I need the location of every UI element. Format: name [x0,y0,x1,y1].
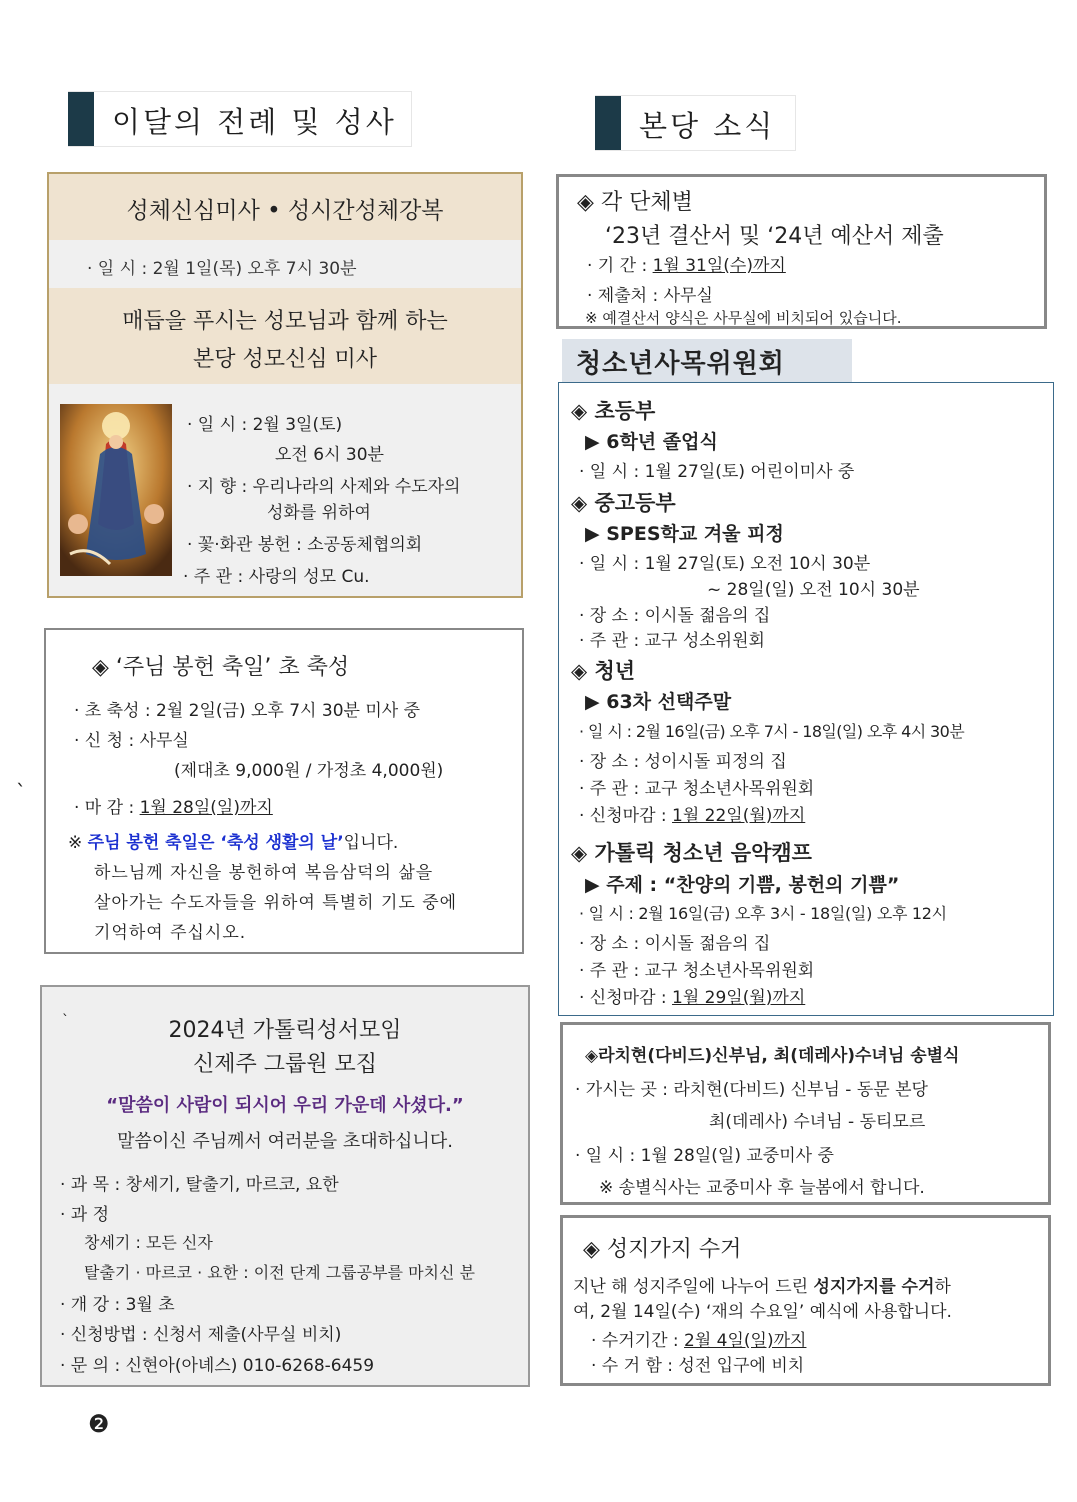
datetime-line: · 일 시 : 2월 1일(목) 오후 7시 30분 [87,259,357,279]
event-title: ▶ 주제 : “찬양의 기쁨, 봉헌의 기쁨” [585,874,900,896]
detail-line: · 지 향 : 우리나라의 사제와 수도자의 [187,477,461,497]
text-part: 지난 해 성지주일에 나누어 드린 [573,1277,814,1297]
info-line: · 수 거 함 : 성전 입구에 비치 [591,1356,805,1376]
event-title: ▶ 63차 선택주말 [585,691,732,713]
palm-branch-box [560,1215,1051,1386]
deadline-label: · 신청마감 : [579,806,673,826]
subtitle-line2: 본당 성모신심 미사 [192,347,377,372]
note-text: 하느님께 자신을 봉헌하여 복음삼덕의 삶을 [94,863,434,883]
info-line: · 장 소 : 이시돌 젊음의 집 [579,606,771,626]
note-text: 기억하여 주십시오. [94,923,247,943]
event-title: ▶ 6학년 졸업식 [585,431,718,453]
stray-mark: ` [62,1013,69,1029]
quote-text: “말씀이 사람이 되시어 우리 가운데 사셨다.” [106,1095,464,1116]
box-title: ◈ 성지가지 수거 [583,1237,742,1262]
info-line: · 초 축성 : 2월 2일(금) 오후 7시 30분 미사 중 [74,701,420,721]
deadline-value: 1월 22일(월)까지 [672,806,806,826]
detail-line: 성화를 위하여 [267,503,371,523]
period-label: · 수거기간 : [591,1331,685,1351]
info-line: · 일 시 : 1월 27일(토) 어린이미사 중 [579,462,855,482]
info-line: · 일 시 : 2월 16일(금) 오후 3시 - 18일(일) 오후 12시 [579,904,947,923]
group-title: ◈ 가톨릭 청소년 음악캠프 [571,841,812,865]
deadline-label: · 신청마감 : [579,988,673,1008]
info-line: 탈출기 · 마르코 · 요한 : 이전 단계 그룹공부를 마치신 분 [84,1263,475,1282]
event-title: ▶ SPES학교 겨울 피정 [585,523,784,545]
mary-painting-image [60,404,172,576]
box-title: ◈ 각 단체별 [577,190,693,215]
header-accent-bar [68,92,94,146]
info-line: · 신 청 : 사무실 [74,731,189,751]
box-title: 성체신심미사 • 성시간성체강복 [126,198,444,224]
text-line: 여, 2월 14일(수) ‘재의 수요일’ 예식에 사용합니다. [573,1302,952,1322]
info-line: · 과 목 : 창세기, 탈출기, 마르코, 요한 [60,1175,339,1195]
candle-blessing-box [44,628,524,954]
invite-text: 말씀이신 주님께서 여러분을 초대하십니다. [117,1131,453,1152]
info-line: · 장 소 : 성이시돌 피정의 집 [579,752,787,772]
note-text: 살아가는 수도자들을 위하여 특별히 기도 중에 [94,893,458,913]
subtitle-line1: 매듭을 푸시는 성모님과 함께 하는 [122,309,448,334]
text-highlight: 성지가지를 수거 [813,1277,935,1297]
group-title: ◈ 중고등부 [571,491,676,515]
info-line: · 과 정 [60,1205,110,1225]
info-line: ~ 28일(일) 오전 10시 30분 [707,580,920,600]
info-line: 창세기 : 모든 신자 [84,1233,213,1252]
eucharist-box [47,172,523,598]
youth-committee-header [562,339,852,383]
section-title: 이달의 전례 및 성사 [112,105,397,139]
note-line [68,828,398,853]
group-title: ◈ 초등부 [571,399,656,423]
deadline-label: · 마 감 : [74,798,140,818]
info-line: · 일 시 : 2월 16일(금) 오후 7시 - 18일(일) 오후 4시 30분 [579,722,965,741]
period-line [591,1326,806,1351]
info-line: · 문 의 : 신현아(아녜스) 010-6268-6459 [60,1356,375,1376]
note-line: ※ 송별식사는 교중미사 후 늘봄에서 합니다. [599,1178,925,1198]
info-line: · 주 관 : 교구 청소년사목위원회 [579,779,815,799]
info-line: · 제출처 : 사무실 [587,286,713,306]
period-label: · 기 간 : [587,256,653,276]
detail-line: · 일 시 : 2월 3일(토) [187,415,343,435]
info-line: · 개 강 : 3월 초 [60,1295,175,1315]
period-value: 2월 4일(일)까지 [684,1331,807,1351]
budget-submission-box [556,174,1047,329]
detail-line: 오전 6시 30분 [275,445,384,465]
note-line: ※ 예결산서 양식은 사무실에 비치되어 있습니다. [585,309,902,327]
farewell-box [560,1022,1051,1205]
header-accent-bar [595,96,621,150]
detail-line: · 꽃·화관 봉헌 : 소공동체협의회 [187,535,423,555]
stray-mark: ` [16,780,26,804]
box-title: ◈ ‘주님 봉헌 축일’ 초 축성 [92,655,350,680]
group-title: ◈ 청년 [571,659,636,683]
youth-committee-title: 청소년사목위원회 [576,349,785,379]
period-value: 1월 31일(수)까지 [652,256,786,276]
box-title: 2024년 가톨릭성서모임 [168,1018,402,1043]
deadline-line [74,793,273,818]
note-end: 입니다. [343,833,399,853]
section-header-parish-news [595,95,796,151]
box-title: ◈라치현(다비드)신부님, 최(데레사)수녀님 송별식 [585,1046,960,1066]
info-line: · 주 관 : 교구 청소년사목위원회 [579,961,815,981]
youth-committee-box [558,382,1054,1016]
section-header-liturgy [68,91,412,147]
info-line: (제대초 9,000원 / 가정초 4,000원) [174,761,444,781]
info-line: · 일 시 : 1월 28일(일) 교중미사 중 [575,1146,834,1166]
info-line: · 신청방법 : 신청서 제출(사무실 비치) [60,1325,342,1345]
info-line: · 가시는 곳 : 라치현(다비드) 신부님 - 동문 본당 [575,1080,928,1100]
info-line: · 주 관 : 교구 성소위원회 [579,631,765,651]
page-number: ❷ [88,1410,110,1438]
text-part: 하 [934,1277,951,1297]
deadline-value: 1월 28일(일)까지 [139,798,273,818]
note-highlight: 주님 봉헌 축일은 ‘축성 생활의 날’ [87,833,344,853]
detail-line: · 주 관 : 사랑의 성모 Cu. [183,567,370,587]
deadline-line [579,801,805,826]
info-line: · 장 소 : 이시돌 젊음의 집 [579,934,771,954]
info-line: 최(데레사) 수녀님 - 동티모르 [709,1112,926,1132]
info-line: · 일 시 : 1월 27일(토) 오전 10시 30분 [579,554,871,574]
note-mark: ※ [68,833,88,853]
text-line [573,1272,951,1297]
section-title: 본당 소식 [639,109,776,143]
period-line [587,251,786,276]
box-subtitle: ‘23년 결산서 및 ‘24년 예산서 제출 [605,224,944,249]
deadline-line [579,983,805,1008]
box-subtitle: 신제주 그룹원 모집 [192,1052,377,1077]
bible-study-box [40,985,530,1387]
deadline-value: 1월 29일(월)까지 [672,988,806,1008]
